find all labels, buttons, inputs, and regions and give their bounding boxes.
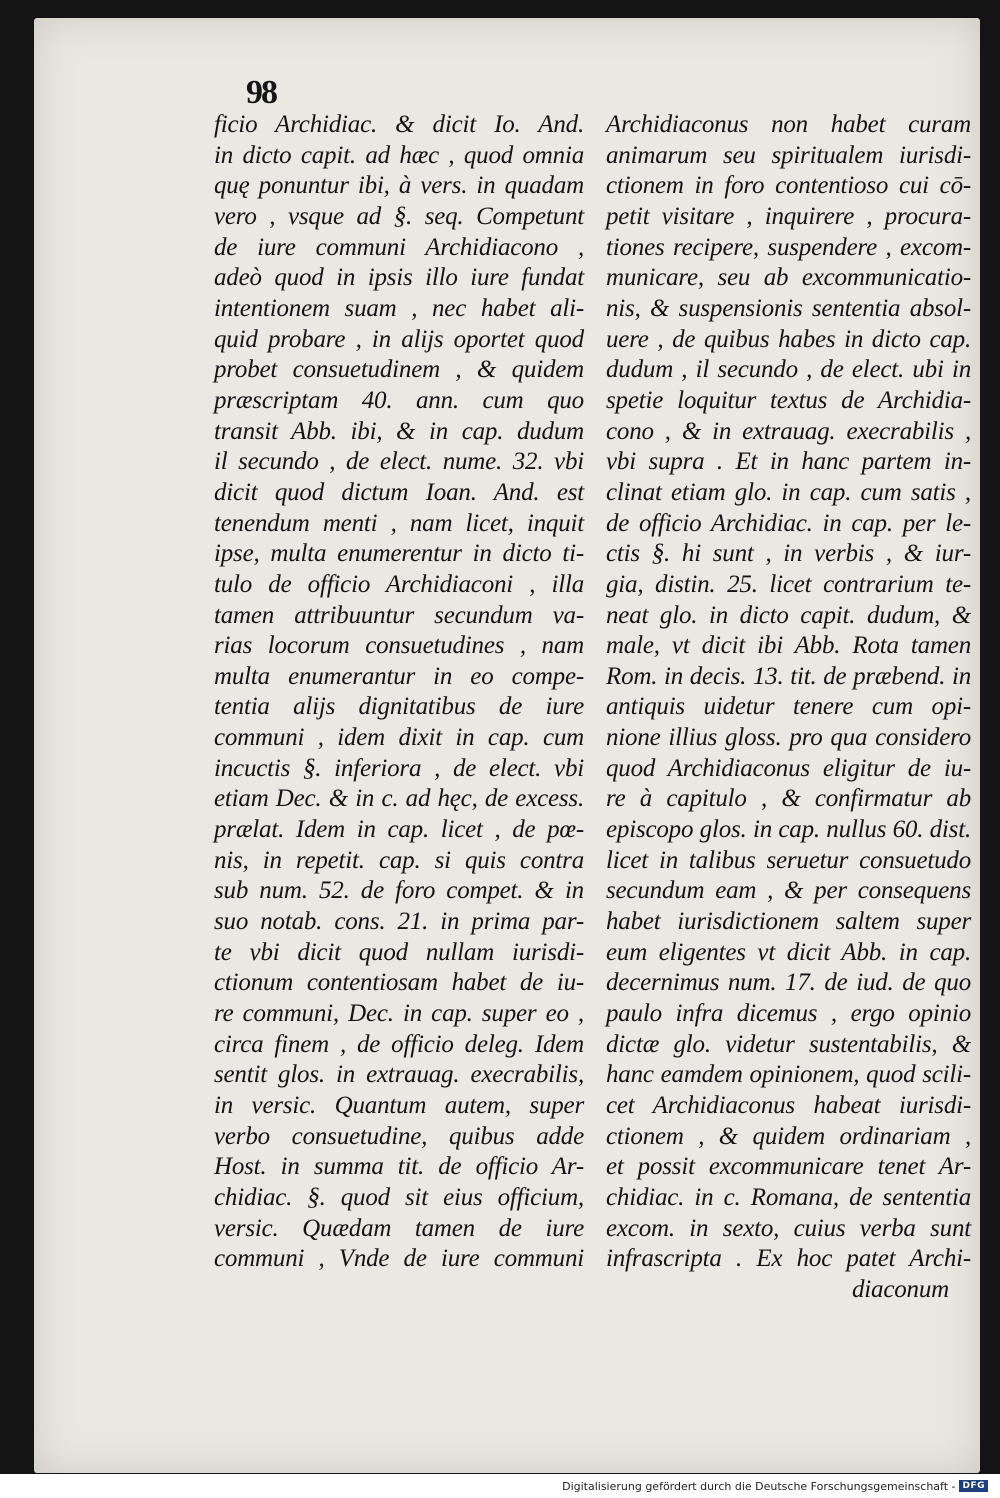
text-line: nis, & suspensionis sententia absol-: [606, 294, 971, 322]
text-line: tiones recipere, suspendere , excom-: [606, 233, 971, 261]
text-line: tulo de officio Archidiaconi , illa: [214, 570, 584, 598]
text-line: probet consuetudinem , & quidem: [214, 356, 584, 384]
text-line: intentionem suam , nec habet ali-: [214, 294, 584, 322]
text-line: uere , de quibus habes in dicto cap.: [606, 325, 971, 353]
text-line: Rom. in decis. 13. tit. de præbend. in: [606, 662, 971, 690]
text-line: infrascripta . Ex hoc patet Archi-: [606, 1245, 971, 1273]
text-line: nis, in repetit. cap. si quis contra: [214, 846, 584, 874]
text-line: quid probare , in alijs oportet quod: [214, 325, 584, 353]
text-line: quod Archidiaconus eligitur de iu-: [606, 754, 971, 782]
page-number: 98: [246, 74, 276, 111]
text-line: eum eligentes vt dicit Abb. in cap.: [606, 938, 971, 966]
text-line: de officio Archidiac. in cap. per le-: [606, 509, 971, 537]
text-line: circa finem , de officio deleg. Idem: [214, 1030, 584, 1058]
text-line: licet in talibus seruetur consuetudo: [606, 846, 971, 874]
text-line: ctionem , & quidem ordinariam ,: [606, 1122, 971, 1150]
text-line: tamen attribuuntur secundum va-: [214, 601, 584, 629]
text-line: neat glo. in dicto capit. dudum, &: [606, 601, 971, 629]
text-line: sub num. 52. de foro compet. & in: [214, 877, 584, 905]
text-line: spetie loquitur textus de Archidia-: [606, 386, 971, 414]
text-line: ipse, multa enumerentur in dicto ti-: [214, 540, 584, 568]
text-line: cet Archidiaconus habeat iurisdi-: [606, 1092, 971, 1119]
text-line: te vbi dicit quod nullam iurisdi-: [214, 938, 584, 966]
text-line: in versic. Quantum autem, super: [214, 1092, 584, 1119]
text-line: de iure communi Archidiacono ,: [214, 233, 584, 261]
text-line: dudum , il secundo , de elect. ubi in: [606, 356, 971, 384]
text-line: multa enumerantur in eo compe-: [214, 662, 584, 690]
text-line: rias locorum consuetudines , nam: [214, 632, 584, 660]
footer-credit-text: Digitalisierung gefördert durch die Deutsche Forschungsgemeinschaft -: [562, 1479, 956, 1493]
text-line: antiquis uidetur tenere cum opi-: [606, 693, 971, 721]
text-line: tenendum menti , nam licet, inquit: [214, 509, 584, 537]
text-line: municare, seu ab excommunicatio-: [606, 264, 971, 292]
book-page: [34, 18, 980, 1473]
text-line: versic. Quædam tamen de iure: [214, 1214, 584, 1242]
text-line: quę ponuntur ibi, à vers. in quadam: [214, 172, 584, 200]
text-line: sentit glos. in extrauag. execrabilis,: [214, 1061, 584, 1089]
text-line: tentia alijs dignitatibus de iure: [214, 693, 584, 721]
text-line: Host. in summa tit. de officio Ar-: [214, 1153, 584, 1181]
text-line: chidiac. §. quod sit eius officium,: [214, 1183, 584, 1211]
text-line: ficio Archidiac. & dicit Io. And.: [214, 111, 584, 138]
text-line: chidiac. in c. Romana, de sententia: [606, 1183, 971, 1211]
text-line: excom. in sexto, cuius verba sunt: [606, 1214, 971, 1242]
text-line: decernimus num. 17. de iud. de quo: [606, 969, 971, 997]
text-line: et possit excommunicare tenet Ar-: [606, 1153, 971, 1181]
text-line: episcopo glos. in cap. nullus 60. dist.: [606, 816, 971, 844]
text-line: adeò quod in ipsis illo iure fundat: [214, 264, 584, 292]
text-line: transit Abb. ibi, & in cap. dudum: [214, 417, 584, 445]
digitization-footer: [0, 1474, 1000, 1498]
text-line: ctis §. hi sunt , in verbis , & iur-: [606, 540, 971, 568]
text-line: clinat etiam glo. in cap. cum satis ,: [606, 478, 971, 506]
dfg-logo: DFG: [959, 1480, 988, 1492]
text-line: habet iurisdictionem saltem super: [606, 908, 971, 936]
text-line: præscriptam 40. ann. cum quo: [214, 386, 584, 414]
text-line: Archidiaconus non habet curam: [606, 111, 971, 138]
text-line: suo notab. cons. 21. in prima par-: [214, 908, 584, 936]
text-line: prælat. Idem in cap. licet , de pœ-: [214, 816, 584, 844]
text-line: hanc eamdem opinionem, quod scili-: [606, 1061, 971, 1089]
text-line: il secundo , de elect. nume. 32. vbi: [214, 448, 584, 476]
text-line: etiam Dec. & in c. ad hęc, de excess.: [214, 785, 584, 813]
text-line: secundum eam , & per consequens: [606, 877, 971, 905]
text-line: paulo infra dicemus , ergo opinio: [606, 1000, 971, 1028]
text-line: dictæ glo. videtur sustentabilis, &: [606, 1030, 971, 1058]
text-line: animarum seu spiritualem iurisdi-: [606, 141, 971, 169]
text-line: ctionum contentiosam habet de iu-: [214, 969, 584, 997]
text-line: verbo consuetudine, quibus adde: [214, 1122, 584, 1150]
text-line: in dicto capit. ad hæc , quod omnia: [214, 141, 584, 169]
text-line: communi , idem dixit in cap. cum: [214, 724, 584, 752]
text-line: male, vt dicit ibi Abb. Rota tamen: [606, 632, 971, 660]
text-line: gia, distin. 25. licet contrarium te-: [606, 570, 971, 598]
text-line: ctionem in foro contentioso cui cō-: [606, 172, 971, 200]
text-line: vbi supra . Et in hanc partem in-: [606, 448, 971, 476]
text-line: cono , & in extrauag. execrabilis ,: [606, 417, 971, 445]
text-line: incuctis §. inferiora , de elect. vbi: [214, 754, 584, 782]
catchword: diaconum: [852, 1275, 949, 1303]
text-line: re à capitulo , & confirmatur ab: [606, 785, 971, 813]
text-line: communi , Vnde de iure communi: [214, 1245, 584, 1273]
left-text-column: [214, 110, 584, 1275]
text-line: vero , vsque ad §. seq. Competunt: [214, 202, 584, 230]
right-text-column: [606, 110, 971, 1306]
text-line: nione illius gloss. pro qua considero: [606, 724, 971, 752]
text-line: re communi, Dec. in cap. super eo ,: [214, 1000, 584, 1028]
text-line: petit visitare , inquirere , procura-: [606, 202, 971, 230]
text-line: dicit quod dictum Ioan. And. est: [214, 478, 584, 506]
